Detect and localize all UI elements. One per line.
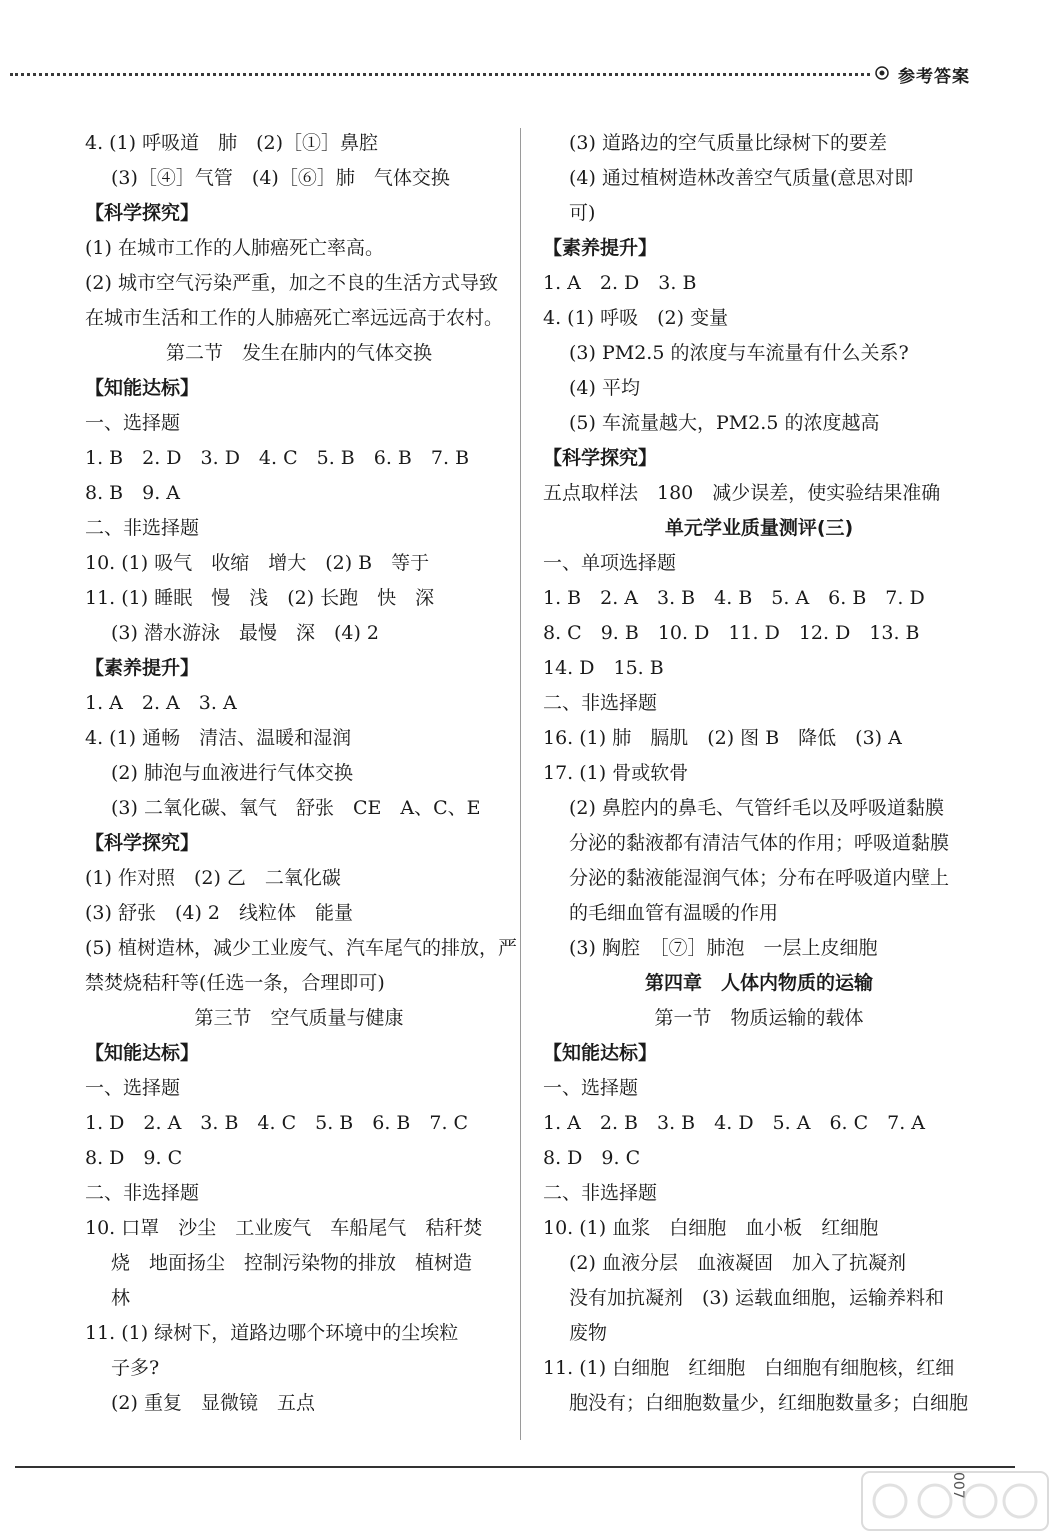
left-column-line: 11. (1) 睡眠 慢 浅 (2) 长跑 快 深	[85, 587, 435, 609]
left-column-line: 【知能达标】	[85, 377, 200, 399]
left-column-line: 一、选择题	[85, 412, 181, 434]
left-column-line: 在城市生活和工作的人肺癌死亡率远远高于农村。	[85, 307, 504, 329]
left-column-line: 【素养提升】	[85, 657, 200, 679]
right-column-line: 17. (1) 骨或软骨	[543, 762, 689, 784]
right-column-line: (4) 通过植树造林改善空气质量(意思对即	[569, 167, 914, 189]
target-circle-icon	[875, 66, 889, 80]
right-column-line: 14. D 15. B	[543, 657, 664, 679]
left-column-line: 10. (1) 吸气 收缩 增大 (2) B 等于	[85, 552, 430, 574]
right-column-line: 一、单项选择题	[543, 552, 677, 574]
right-column-line: 1. A 2. B 3. B 4. D 5. A 6. C 7. A	[543, 1112, 926, 1134]
left-column-line: 子多?	[111, 1357, 160, 1379]
right-column-line: 可)	[569, 202, 596, 224]
left-column-line: (1) 在城市工作的人肺癌死亡率高。	[85, 237, 384, 259]
right-column-line: 的毛细血管有温暖的作用	[569, 902, 779, 924]
right-column-line: 二、非选择题	[543, 692, 658, 714]
left-column-line: 禁焚烧秸秆等(任选一条，合理即可)	[85, 972, 385, 994]
right-column-line: 【知能达标】	[543, 1042, 658, 1064]
right-column-line: (2) 血液分层 血液凝固 加入了抗凝剂	[569, 1252, 906, 1274]
right-column-line: 8. C 9. B 10. D 11. D 12. D 13. B	[543, 622, 920, 644]
right-column-line: 分泌的黏液都有清洁气体的作用；呼吸道黏膜	[569, 832, 950, 854]
right-column-line: 废物	[569, 1322, 608, 1344]
watermark-logo	[860, 1470, 1050, 1532]
left-column-line: (2) 重复 显微镜 五点	[111, 1392, 315, 1414]
left-column-line: (2) 城市空气污染严重，加之不良的生活方式导致	[85, 272, 498, 294]
left-column-line: 【科学探究】	[85, 832, 200, 854]
header-title: 参考答案	[898, 67, 970, 87]
right-column-line: 1. B 2. A 3. B 4. B 5. A 6. B 7. D	[543, 587, 925, 609]
left-column-line: (3) 潜水游泳 最慢 深 (4) 2	[111, 622, 379, 644]
left-column-line: 1. B 2. D 3. D 4. C 5. B 6. B 7. B	[85, 447, 470, 469]
column-divider	[520, 128, 521, 1440]
right-column-line: 【科学探究】	[543, 447, 658, 469]
right-column-line: 11. (1) 白细胞 红细胞 白细胞有细胞核，红细	[543, 1357, 955, 1379]
right-column-line: 二、非选择题	[543, 1182, 658, 1204]
right-column-line: 第一节 物质运输的载体	[654, 1007, 864, 1029]
right-column-line: 4. (1) 呼吸 (2) 变量	[543, 307, 729, 329]
footer-rule	[15, 1466, 1015, 1468]
left-column-line: 二、非选择题	[85, 517, 200, 539]
right-column-line: 10. (1) 血浆 白细胞 血小板 红细胞	[543, 1217, 879, 1239]
left-column-line: 10. 口罩 沙尘 工业废气 车船尾气 秸秆焚	[85, 1217, 483, 1239]
right-column	[543, 126, 975, 1421]
left-column-line: 二、非选择题	[85, 1182, 200, 1204]
right-column-line: 8. D 9. C	[543, 1147, 641, 1169]
page-number: 007	[950, 1472, 966, 1499]
left-column-line: 1. A 2. A 3. A	[85, 692, 237, 714]
right-column-line: 胞没有；白细胞数量少，红细胞数量多；白细胞	[569, 1392, 969, 1414]
right-column-line: 五点取样法 180 减少误差，使实验结果准确	[543, 482, 941, 504]
right-column-line: (4) 平均	[569, 377, 640, 399]
left-column-line: 8. D 9. C	[85, 1147, 183, 1169]
left-column-line: 【科学探究】	[85, 202, 200, 224]
left-column-line: 4. (1) 呼吸道 肺 (2)［①］鼻腔	[85, 132, 379, 154]
left-column-line: 第二节 发生在肺内的气体交换	[165, 342, 432, 364]
left-column-line: 11. (1) 绿树下，道路边哪个环境中的尘埃粒	[85, 1322, 459, 1344]
right-column-line: (3) 道路边的空气质量比绿树下的要差	[569, 132, 887, 154]
right-column-line: (5) 车流量越大，PM2.5 的浓度越高	[569, 412, 880, 434]
right-column-line: (3) 胸腔 ［⑦］肺泡 一层上皮细胞	[569, 937, 878, 959]
left-column-line: (3) 二氧化碳、氧气 舒张 CE A、C、E	[111, 797, 481, 819]
header-dotted-rule	[10, 73, 870, 76]
left-column-line: 8. B 9. A	[85, 482, 181, 504]
left-column-line: (5) 植树造林，减少工业废气、汽车尾气的排放，严	[85, 937, 517, 959]
right-column-line: (2) 鼻腔内的鼻毛、气管纤毛以及呼吸道黏膜	[569, 797, 944, 819]
right-column-line: 一、选择题	[543, 1077, 639, 1099]
right-column-line: 分泌的黏液能湿润气体；分布在呼吸道内壁上	[569, 867, 950, 889]
left-column-line: 1. D 2. A 3. B 4. C 5. B 6. B 7. C	[85, 1112, 469, 1134]
right-column-line: (3) PM2.5 的浓度与车流量有什么关系?	[569, 342, 909, 364]
right-column-line: 16. (1) 肺 膈肌 (2) 图 B 降低 (3) A	[543, 727, 902, 749]
left-column-line: (1) 作对照 (2) 乙 二氧化碳	[85, 867, 341, 889]
left-column-line: 一、选择题	[85, 1077, 181, 1099]
right-column-line: 1. A 2. D 3. B	[543, 272, 697, 294]
right-column-line: 第四章 人体内物质的运输	[644, 972, 873, 994]
right-column-line: 单元学业质量测评(三)	[664, 517, 854, 539]
left-column-line: 【知能达标】	[85, 1042, 200, 1064]
left-column-line: 烧 地面扬尘 控制污染物的排放 植树造	[111, 1252, 473, 1274]
left-column-line: 第三节 空气质量与健康	[194, 1007, 404, 1029]
left-column	[85, 126, 517, 1421]
left-column-line: (3)［④］气管 (4)［⑥］肺 气体交换	[111, 167, 450, 189]
left-column-line: (2) 肺泡与血液进行气体交换	[111, 762, 353, 784]
left-column-line: 4. (1) 通畅 清洁、温暖和湿润	[85, 727, 352, 749]
left-column-line: 林	[111, 1287, 131, 1309]
left-column-line: (3) 舒张 (4) 2 线粒体 能量	[85, 902, 353, 924]
right-column-line: 没有加抗凝剂 (3) 运载血细胞，运输养料和	[569, 1287, 944, 1309]
right-column-line: 【素养提升】	[543, 237, 658, 259]
